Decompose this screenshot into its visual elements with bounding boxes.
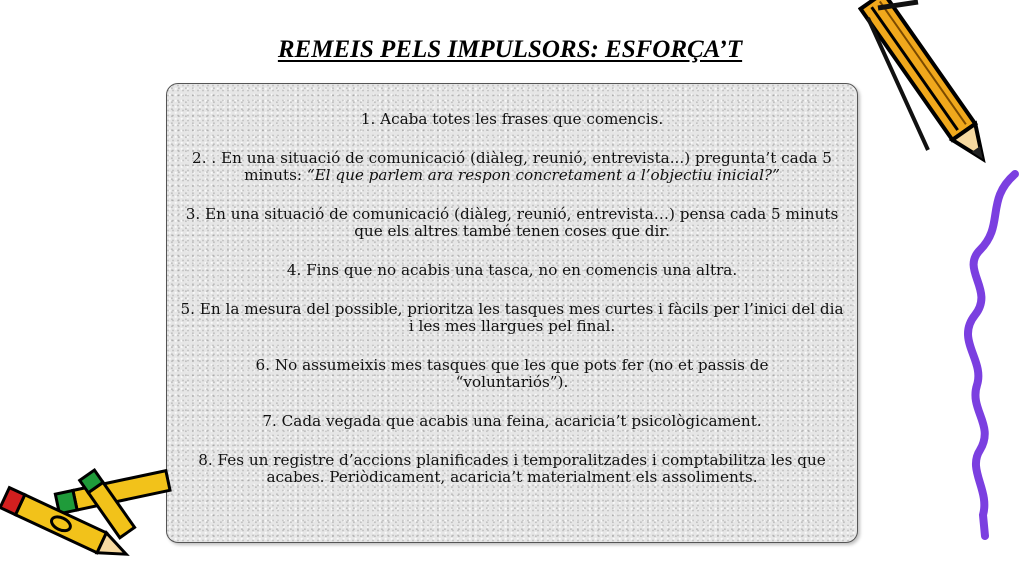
list-item-4: 4. Fins que no acabis una tasca, no en comencis una altra.	[286, 261, 738, 279]
list-item-7: 7. Cada vegada que acabis una feina, acaricia’t psicològicament.	[262, 412, 762, 430]
content-box	[166, 83, 858, 543]
slide-title: REMEIS PELS IMPULSORS: ESFORÇA’T	[277, 36, 743, 63]
list-item-1: 1. Acaba totes les frases que comencis.	[360, 110, 664, 128]
list-item-8: 8. Fes un registre d’accions planificades i temporalitzades i comptabilitza les que acabes. Periòdicament, acaricia’t materialment els assoliments.	[198, 451, 826, 486]
list-item-2	[176, 150, 848, 184]
squiggle-line-icon	[955, 170, 1024, 540]
list-item-2-text: 2. . En una situació de comunicació (diàleg, reunió, entrevista...) pregunta’t cada 5 minuts:	[192, 149, 832, 184]
list-item-5: 5. En la mesura del possible, prioritza les tasques mes curtes i fàcils per l’inici del dia i les mes llargues pel final.	[180, 300, 844, 335]
list-item-2-quote: “El que parlem ara respon concretament a l’objectiu inicial?”	[306, 166, 780, 184]
crayons-icon	[0, 458, 172, 570]
list-item-6: 6. No assumeixis mes tasques que les que pots fer (no et passis de “voluntariós”).	[255, 356, 769, 391]
list-item-3: 3. En una situació de comunicació (diàleg, reunió, entrevista…) pensa cada 5 minuts que els altres també tenen coses que dir.	[185, 205, 839, 240]
